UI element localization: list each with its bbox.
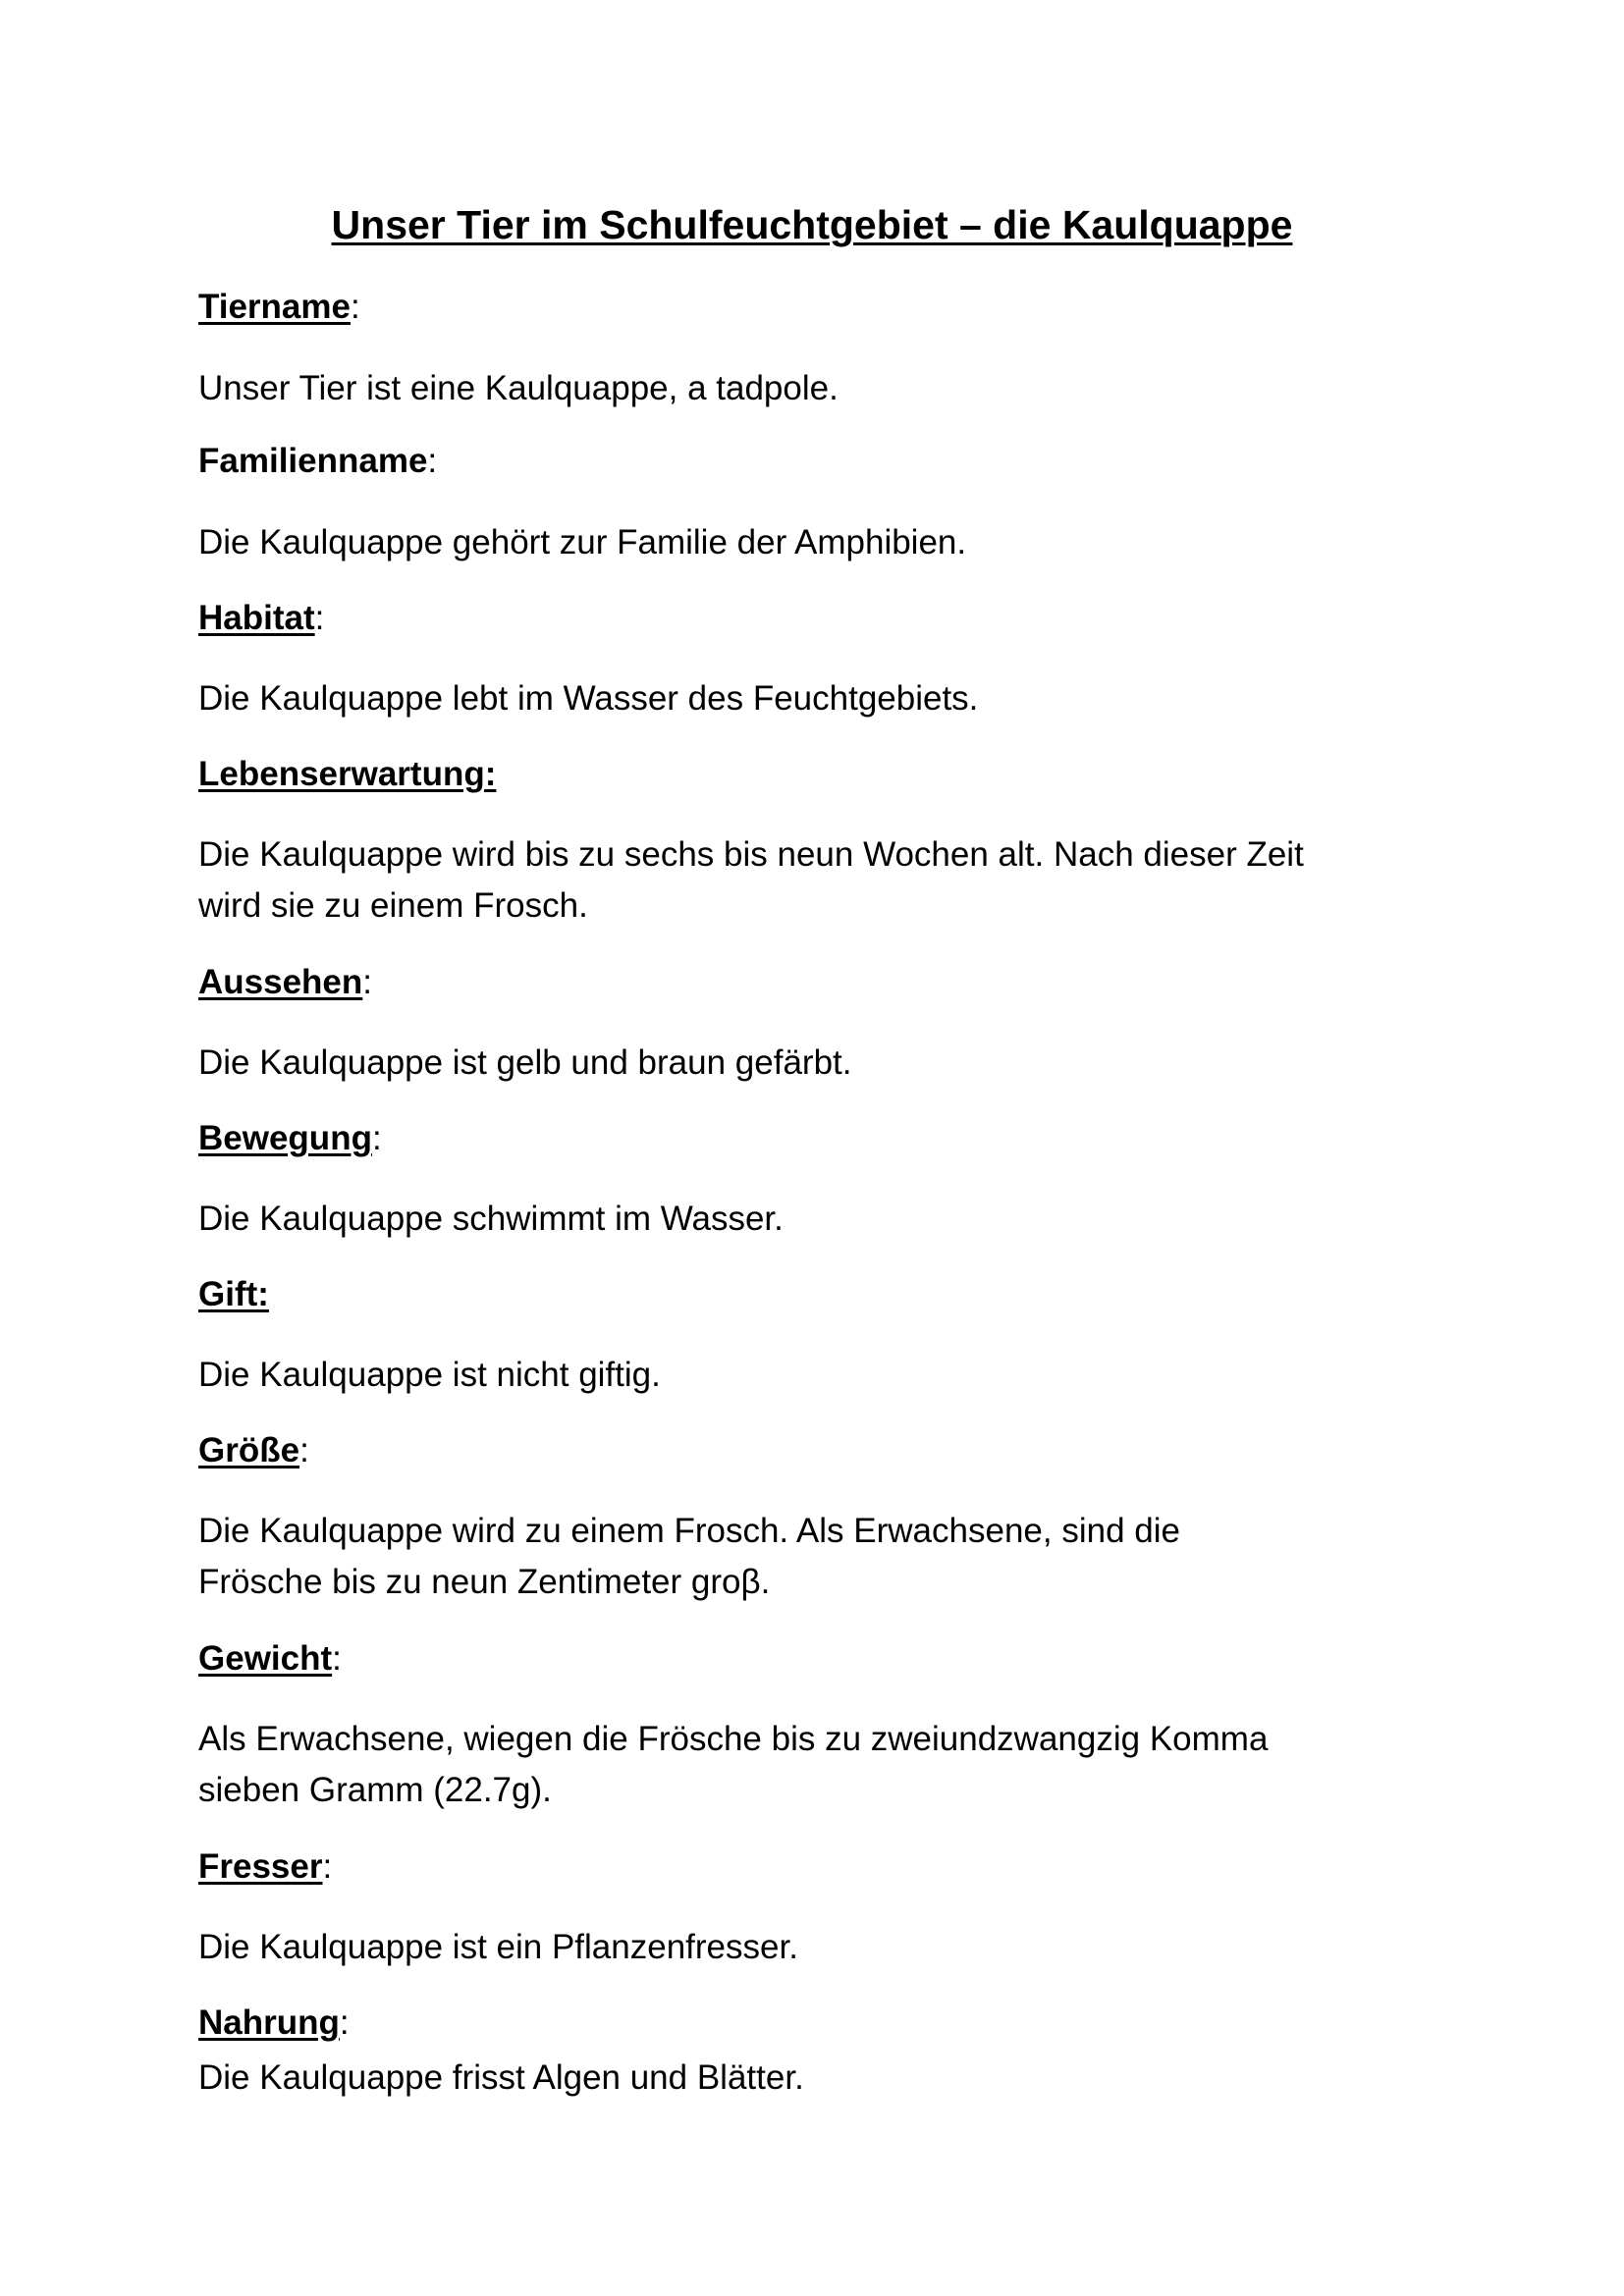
section-text-fresser	[198, 1922, 1475, 1973]
text-line: Die Kaulquappe lebt im Wasser des Feuchtgebiets.	[198, 679, 979, 718]
label-colon: :	[322, 1847, 333, 1886]
text-line: Die Kaulquappe frisst Algen und Blätter.	[198, 2058, 804, 2097]
text-line: Die Kaulquappe ist nicht giftig.	[198, 1356, 661, 1394]
section-text-bewegung	[198, 1194, 1475, 1245]
section-text-aussehen	[198, 1038, 1475, 1089]
section-text-habitat	[198, 673, 1475, 724]
page-title: Unser Tier im Schulfeuchtgebiet – die Kaulquappe	[331, 202, 1293, 247]
text-line: sieben Gramm (22.7g).	[198, 1771, 552, 1809]
section-label-groesse	[198, 1429, 309, 1472]
label-text: Tiername	[198, 288, 351, 326]
text-line: Unser Tier ist eine Kaulquappe, a tadpole.	[198, 369, 839, 407]
label-colon: :	[371, 1119, 382, 1157]
label-colon: :	[427, 442, 438, 480]
text-line: wird sie zu einem Frosch.	[198, 886, 588, 925]
section-label-nahrung	[198, 2002, 350, 2045]
section-text-gewicht	[198, 1714, 1475, 1816]
section-text-tiername	[198, 363, 1475, 414]
section-label-aussehen	[198, 961, 372, 1004]
section-text-groesse	[198, 1506, 1475, 1608]
section-label-lebenserwartung	[198, 753, 496, 796]
label-colon: :	[299, 1431, 309, 1469]
section-text-gift	[198, 1350, 1475, 1401]
label-colon: :	[362, 963, 373, 1001]
label-text: Fresser	[198, 1847, 323, 1886]
section-label-gift	[198, 1273, 269, 1316]
text-line: Als Erwachsene, wiegen die Frösche bis zu zweiundzwangzig Komma	[198, 1720, 1269, 1758]
label-text: Habitat	[198, 599, 315, 637]
section-text-lebenserwartung	[198, 829, 1475, 932]
label-text: Nahrung	[198, 2003, 340, 2042]
text-line: Die Kaulquappe wird bis zu sechs bis neun Wochen alt. Nach dieser Zeit	[198, 835, 1304, 874]
label-colon: :	[332, 1639, 342, 1678]
label-text: Familienname	[198, 442, 428, 480]
section-label-habitat	[198, 597, 324, 640]
label-text: Lebenserwartung:	[198, 755, 497, 793]
label-text: Gift:	[198, 1275, 269, 1313]
label-text: Größe	[198, 1431, 300, 1469]
section-label-tiername	[198, 286, 360, 329]
text-line: Die Kaulquappe ist ein Pflanzenfresser.	[198, 1928, 798, 1966]
label-text: Aussehen	[198, 963, 363, 1001]
label-text: Bewegung	[198, 1119, 372, 1157]
section-label-bewegung	[198, 1117, 382, 1160]
label-colon: :	[314, 599, 325, 637]
label-colon: :	[351, 288, 360, 326]
section-text-familienname	[198, 517, 1475, 568]
text-line: Die Kaulquappe schwimmt im Wasser.	[198, 1200, 784, 1238]
label-colon: :	[339, 2003, 350, 2042]
label-text: Gewicht	[198, 1639, 333, 1678]
text-line: Die Kaulquappe wird zu einem Frosch. Als Erwachsene, sind die	[198, 1512, 1180, 1550]
section-label-gewicht	[198, 1637, 342, 1681]
section-label-familienname	[198, 440, 437, 483]
text-line: Frösche bis zu neun Zentimeter groβ.	[198, 1563, 771, 1601]
section-text-nahrung	[198, 2053, 1475, 2104]
text-line: Die Kaulquappe gehört zur Familie der Amphibien.	[198, 523, 967, 561]
section-label-fresser	[198, 1845, 332, 1889]
text-line: Die Kaulquappe ist gelb und braun gefärbt.	[198, 1043, 852, 1082]
